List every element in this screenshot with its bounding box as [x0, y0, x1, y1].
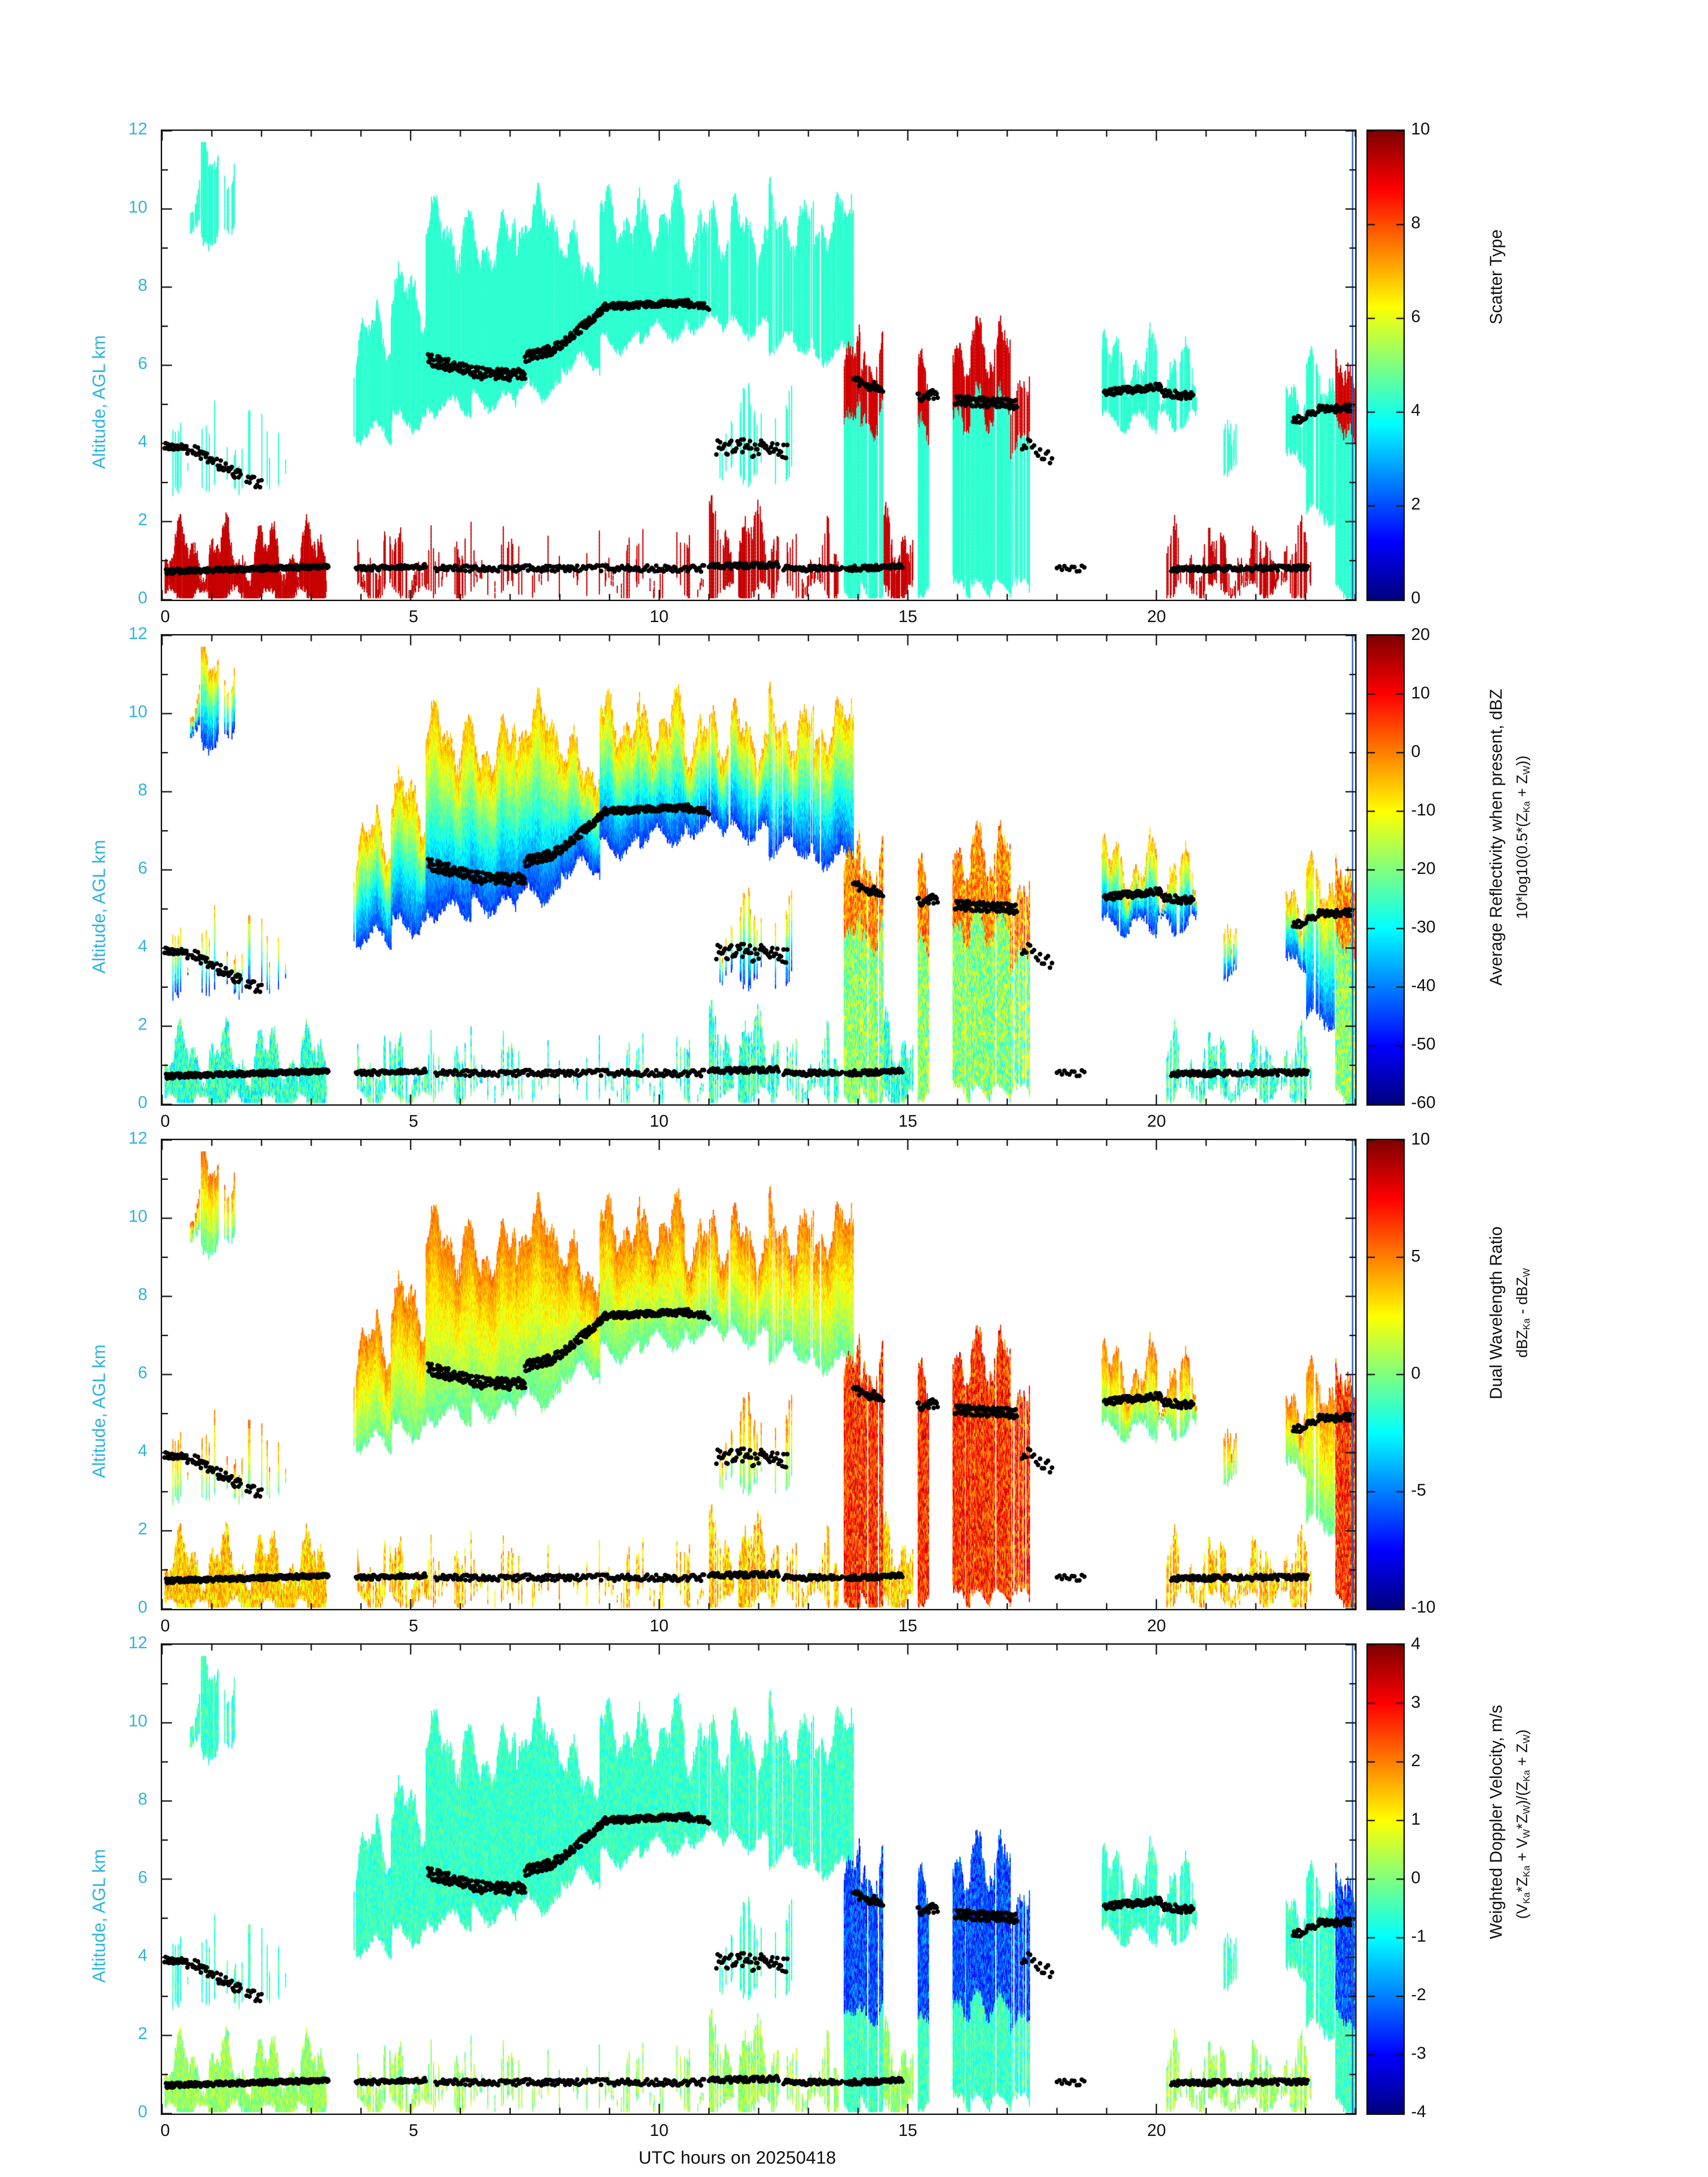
c-tick-2--20: -20: [1411, 859, 1436, 878]
y-axis-label-4: Altitude, AGL km: [89, 1849, 109, 1983]
plot-area-2: [161, 634, 1357, 1106]
c-tick-4-2: 2: [1411, 1751, 1421, 1770]
colorbar-title-2-line2: $10*\log 10(0.5*(Z_{Ka} + Z_W))$: [1514, 755, 1532, 919]
c-tick-3--10: -10: [1411, 1598, 1436, 1617]
c-tick-1-8: 8: [1411, 213, 1421, 232]
y-tick-2-2: 2: [138, 1015, 147, 1034]
x-tick-1-10: 10: [649, 607, 669, 626]
c-tick-2--50: -50: [1411, 1035, 1436, 1053]
c-tick-2--10: -10: [1411, 801, 1436, 819]
y-tick-4-12: 12: [128, 1634, 147, 1652]
c-tick-3-0: 0: [1411, 1364, 1421, 1383]
x-tick-4-0: 0: [160, 2121, 170, 2140]
y-tick-2-8: 8: [138, 781, 147, 799]
x-tick-4-20: 20: [1147, 2121, 1166, 2140]
y-tick-4-8: 8: [138, 1790, 147, 1809]
y-tick-1-10: 10: [128, 198, 147, 217]
x-tick-1-5: 5: [409, 607, 418, 626]
plot-area-4: [161, 1643, 1357, 2115]
y-tick-3-10: 10: [128, 1207, 147, 1226]
y-tick-4-10: 10: [128, 1712, 147, 1730]
x-tick-4-15: 15: [898, 2121, 918, 2140]
y-tick-1-12: 12: [128, 120, 147, 138]
y-tick-3-12: 12: [128, 1129, 147, 1148]
c-tick-2-20: 20: [1411, 625, 1430, 644]
c-tick-2--30: -30: [1411, 918, 1436, 936]
y-tick-1-6: 6: [138, 354, 147, 373]
colorbar-title-2-line1: Average Reflectivity when present, dBZ: [1487, 689, 1506, 986]
panel-average-reflectivity: [0, 581, 1708, 1131]
y-tick-2-6: 6: [138, 859, 147, 877]
x-tick-4-5: 5: [409, 2121, 418, 2140]
y-tick-4-6: 6: [138, 1868, 147, 1887]
y-tick-4-0: 0: [138, 2102, 147, 2121]
colorbar-1: [1366, 130, 1405, 601]
plot-area-3: [161, 1139, 1357, 1610]
y-tick-4-2: 2: [138, 2024, 147, 2043]
colorbar-title-1-line1: Scatter Type: [1487, 229, 1506, 325]
c-tick-4-1: 1: [1411, 1810, 1421, 1829]
y-tick-3-8: 8: [138, 1285, 147, 1304]
y-tick-3-6: 6: [138, 1363, 147, 1382]
colorbar-title-4-line2: $(V_{Ka}*Z_{Ka} + V_W*Z_W)/(Z_{Ka} + Z_W)$: [1514, 1729, 1532, 1919]
x-tick-2-20: 20: [1147, 1112, 1166, 1131]
plot-area-1: [161, 130, 1357, 601]
x-tick-3-15: 15: [898, 1617, 918, 1635]
y-axis-label-3: Altitude, AGL km: [89, 1344, 109, 1478]
y-tick-3-0: 0: [138, 1598, 147, 1617]
c-tick-4--4: -4: [1411, 2102, 1426, 2121]
colorbar-title-2: [1487, 614, 1506, 1061]
colorbar-4: [1366, 1643, 1405, 2115]
x-tick-3-5: 5: [409, 1617, 418, 1635]
colorbar-title-3-line2: dBZ$_{Ka}$ - dBZ$_W$: [1514, 1268, 1532, 1358]
c-tick-4-4: 4: [1411, 1634, 1421, 1653]
x-axis-label-4: UTC hours on 20250418: [639, 2148, 836, 2168]
y-tick-1-2: 2: [138, 510, 147, 529]
y-tick-1-8: 8: [138, 276, 147, 295]
colorbar-title-3-line1: Dual Wavelength Ratio: [1487, 1226, 1506, 1400]
y-tick-2-4: 4: [138, 937, 147, 956]
colorbar-title-3: [1487, 1112, 1506, 1514]
y-axis-label-1: Altitude, AGL km: [89, 335, 109, 469]
colorbar-title-4-line1: Weighted Doppler Velocity, m/s: [1487, 1705, 1506, 1939]
y-tick-2-12: 12: [128, 624, 147, 643]
c-tick-1-6: 6: [1411, 307, 1421, 326]
c-tick-3-5: 5: [1411, 1247, 1421, 1266]
c-tick-2-10: 10: [1411, 684, 1430, 702]
panel-scatter-type: [0, 76, 1708, 626]
x-tick-4-10: 10: [649, 2121, 669, 2140]
y-tick-4-4: 4: [138, 1946, 147, 1965]
c-tick-1-2: 2: [1411, 495, 1421, 514]
colorbar-3: [1366, 1139, 1405, 1610]
c-tick-4--3: -3: [1411, 2044, 1426, 2063]
x-tick-1-15: 15: [898, 607, 918, 626]
y-tick-2-10: 10: [128, 702, 147, 721]
y-tick-1-4: 4: [138, 432, 147, 451]
c-tick-2--40: -40: [1411, 976, 1436, 995]
panel-weighted-doppler-velocity: [0, 1590, 1708, 2168]
x-tick-2-0: 0: [160, 1112, 170, 1131]
y-tick-1-0: 0: [138, 589, 147, 607]
c-tick-3--5: -5: [1411, 1481, 1426, 1500]
y-axis-label-2: Altitude, AGL km: [89, 840, 109, 974]
c-tick-1-0: 0: [1411, 589, 1421, 607]
colorbar-title-4b: [1514, 1579, 1532, 2070]
colorbar-title-2b: [1514, 614, 1532, 1061]
c-tick-1-10: 10: [1411, 120, 1430, 138]
y-tick-3-4: 4: [138, 1442, 147, 1460]
x-tick-3-0: 0: [160, 1617, 170, 1635]
c-tick-2-0: 0: [1411, 742, 1421, 761]
y-tick-3-2: 2: [138, 1520, 147, 1538]
c-tick-4-3: 3: [1411, 1693, 1421, 1712]
x-tick-3-20: 20: [1147, 1617, 1166, 1635]
x-tick-2-10: 10: [649, 1112, 669, 1131]
c-tick-2--60: -60: [1411, 1093, 1436, 1112]
c-tick-4-0: 0: [1411, 1868, 1421, 1887]
x-tick-3-10: 10: [649, 1617, 669, 1635]
colorbar-title-3b: [1514, 1112, 1532, 1514]
colorbar-title-4: [1487, 1599, 1506, 2045]
x-tick-1-0: 0: [160, 607, 170, 626]
x-tick-1-20: 20: [1147, 607, 1166, 626]
c-tick-4--2: -2: [1411, 1985, 1426, 2004]
colorbar-2: [1366, 634, 1405, 1106]
x-tick-2-15: 15: [898, 1112, 918, 1131]
y-tick-2-0: 0: [138, 1093, 147, 1112]
c-tick-1-4: 4: [1411, 401, 1421, 420]
c-tick-4--1: -1: [1411, 1927, 1426, 1946]
x-tick-2-5: 5: [409, 1112, 418, 1131]
panel-dual-wavelength-ratio: [0, 1085, 1708, 1635]
c-tick-3-10: 10: [1411, 1130, 1430, 1149]
colorbar-title-1: [1487, 76, 1506, 478]
